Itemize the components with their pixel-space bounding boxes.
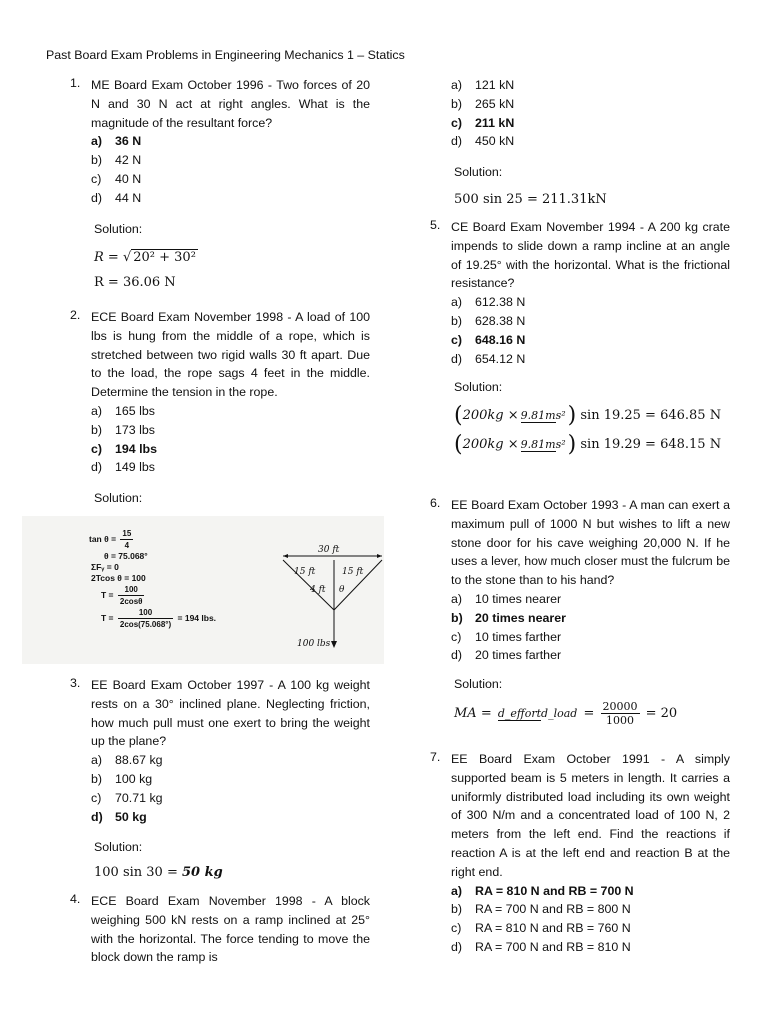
option-b: b) 100 kg <box>91 771 153 786</box>
option-c: c) 70.71 kg <box>91 790 163 805</box>
option-a: a) 121 kN <box>451 78 515 92</box>
option-a: a) 612.38 N <box>451 295 526 310</box>
solution-equation: 100 sin 30 = 50 kg <box>94 865 223 881</box>
question-5 <box>430 218 730 457</box>
question-number: 6. <box>430 496 441 510</box>
solution-equation: MA = d_effortd_load = $\frac{20000}{1000}$ = 20 <box>454 699 678 727</box>
question-number: 1. <box>70 76 81 90</box>
option-b: b) 265 kN <box>451 96 515 111</box>
question-text: ECE Board Exam November 1998 - A block weighing 500 kN rests on a ramp inclined at 25° with the horizontal. The force tending to move the block down the ramp is <box>91 894 370 965</box>
option-d: d) 149 lbs <box>91 460 155 475</box>
question-1 <box>70 76 370 290</box>
solution-equation-2: (200kg × 9.81ms²) sin 19.29 = 648.15 N <box>454 432 722 458</box>
half-span-right-label: 15 ft <box>342 567 364 577</box>
solution-label: Solution: <box>94 840 143 855</box>
solution-equation-1: R = √ 20² + 30² <box>94 250 196 266</box>
solution-label: Solution: <box>454 380 503 395</box>
solution-equation-1: (200kg × 9.81ms²) sin 19.25 = 646.85 N <box>454 403 722 429</box>
option-d: d) RA = 700 N and RB = 810 N <box>451 939 631 954</box>
option-b: b) 20 times nearer <box>451 610 566 625</box>
option-d: d) 20 times farther <box>451 648 562 663</box>
solution-equation-2: R = 36.06 N <box>94 275 176 291</box>
solution-equation: 500 sin 25 = 211.31kN <box>454 191 607 207</box>
question-number: 5. <box>430 218 441 232</box>
rope-diagram <box>22 516 384 664</box>
option-c: c) 40 N <box>91 171 142 186</box>
rope-tension-figure <box>22 516 384 664</box>
load-label: 100 lbs <box>297 639 331 649</box>
option-b: b) 173 lbs <box>91 422 155 437</box>
question-3 <box>70 676 370 880</box>
option-d: d) 654.12 N <box>451 351 526 366</box>
figure-worked-solution: tan θ = $\frac{15}{4}$ θ = 75.068° ΣFᵧ = 0 2Tcos θ = 100 T = $\frac{100}{2\cos\theta}$ T = $\frac{100}{2\cos(75.068^\circ)}$ = 194 lbs. <box>89 529 217 629</box>
question-text: EE Board Exam October 1993 - A man can exert a maximum pull of 1000 N but wishes to lift a new stone door for his cave weighing 20,000 N. If he uses a lever, how much closer must the fulcrum be to the stone than to his hand? <box>451 498 730 588</box>
theta-label: θ <box>339 585 345 595</box>
option-c: c) RA = 810 N and RB = 760 N <box>451 921 631 936</box>
question-number: 2. <box>70 308 81 322</box>
question-text: EE Board Exam October 1991 - A simply supported beam is 5 meters in length. It carries a uniformly distributed load including its own weight of 300 N/m and a concentrated load of 100 N, 2 meters from the left end. Find the reactions if reaction A is at the left end and reaction B at the right end. <box>451 752 730 879</box>
question-number: 4. <box>70 892 81 906</box>
solution-label: Solution: <box>454 165 503 180</box>
solution-label: Solution: <box>94 221 143 236</box>
page-title: Past Board Exam Problems in Engineering Mechanics 1 – Statics <box>46 48 405 62</box>
sag-label: 4 ft <box>310 585 326 595</box>
question-4 <box>70 892 370 967</box>
option-d: d) 44 N <box>91 190 142 205</box>
option-c: c) 211 kN <box>451 115 515 130</box>
option-c: c) 10 times farther <box>451 629 562 644</box>
option-d: d) 450 kN <box>451 134 515 149</box>
option-b: b) 42 N <box>91 153 142 168</box>
question-6 <box>430 496 730 727</box>
solution-label: Solution: <box>454 677 503 692</box>
question-text: EE Board Exam October 1997 - A 100 kg weight rests on a 30° inclined plane. Neglecting friction, how much pull must one exert to bring the weight up the plane? <box>91 678 370 749</box>
question-number: 7. <box>430 750 441 764</box>
option-c: c) 648.16 N <box>451 332 526 347</box>
solution-label: Solution: <box>94 491 143 506</box>
question-text: CE Board Exam November 1994 - A 200 kg crate impends to slide down a ramp incline at an angle of 19.25° with the horizontal. What is the frictional resistance? <box>451 220 730 291</box>
option-b: b) 628.38 N <box>451 313 526 328</box>
question-2 <box>70 308 370 508</box>
question-text: ME Board Exam October 1996 - Two forces of 20 N and 30 N act at right angles. What is the magnitude of the resultant force? <box>91 78 370 130</box>
option-c: c) 194 lbs <box>91 441 158 456</box>
question-7 <box>430 750 730 957</box>
option-b: b) RA = 700 N and RB = 800 N <box>451 902 631 917</box>
span-label: 30 ft <box>318 545 340 555</box>
option-a: a) RA = 810 N and RB = 700 N <box>451 883 634 898</box>
option-a: a) 36 N <box>91 134 142 149</box>
option-a: a) 88.67 kg <box>91 753 163 768</box>
question-4-options <box>430 76 730 207</box>
question-number: 3. <box>70 676 81 690</box>
half-span-left-label: 15 ft <box>294 567 316 577</box>
option-a: a) 10 times nearer <box>451 591 562 606</box>
option-a: a) 165 lbs <box>91 403 155 418</box>
question-text: ECE Board Exam November 1998 - A load of 100 lbs is hung from the middle of a rope, which is stretched between two rigid walls 30 ft apart. Due to the load, the rope sags 4 feet in the middle. Determine the tension in the rope. <box>91 310 370 400</box>
option-d: d) 50 kg <box>91 809 147 824</box>
